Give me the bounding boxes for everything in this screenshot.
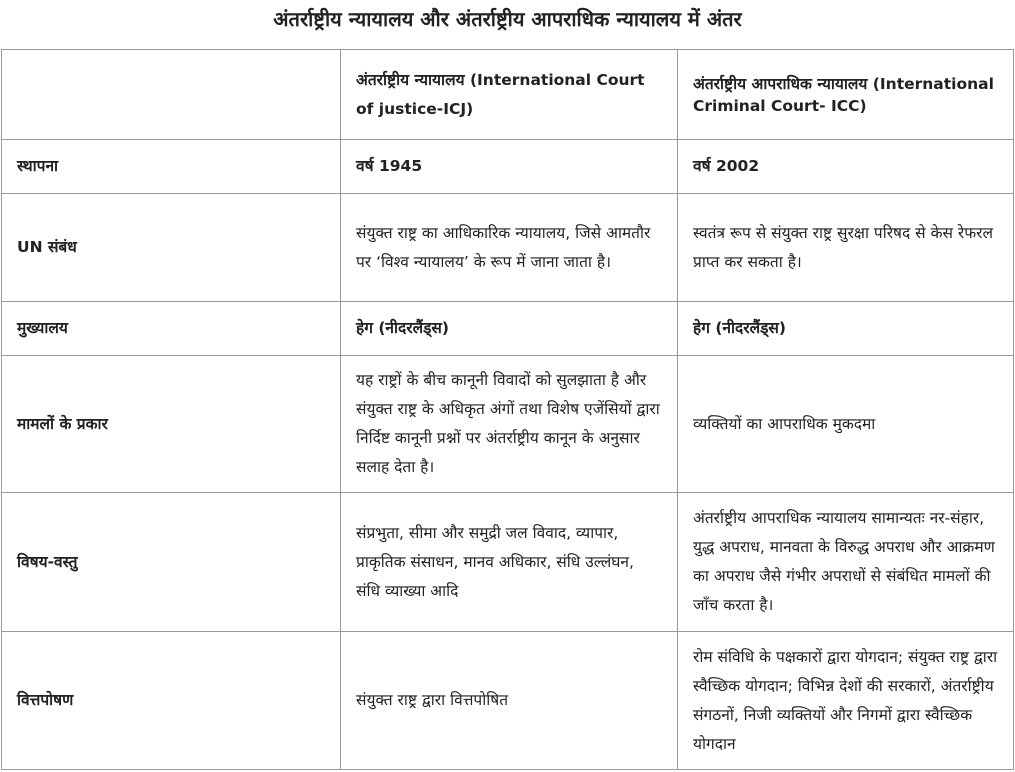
cell-icj: यह राष्ट्रों के बीच कानूनी विवादों को सुलझाता है और संयुक्त राष्ट्र के अधिकृत अंगों तथा विशेष एजेंसियों द्वारा निर्दिष्ट कानूनी प्रश्नों पर अंतर्राष्ट्रीय कानून के अनुसार सलाह देता है। <box>341 356 678 493</box>
table-row-case-types <box>2 356 1014 493</box>
table-row-establishment <box>2 140 1014 194</box>
cell-icj: संप्रभुता, सीमा और समुद्री जल विवाद, व्यापार, प्राकृतिक संसाधन, मानव अधिकार, संधि उल्लंघन, संधि व्याख्या आदि <box>341 493 678 632</box>
header-cell-icj: अंतर्राष्ट्रीय न्यायालय (International Court of justice-ICJ) <box>341 50 678 140</box>
cell-icc: हेग (नीदरलैंड्स) <box>678 302 1014 356</box>
row-label: मामलों के प्रकार <box>2 356 341 493</box>
table-row-funding <box>2 632 1014 770</box>
cell-icj: संयुक्त राष्ट्र का आधिकारिक न्यायालय, जिसे आमतौर पर ‘विश्व न्यायालय’ के रूप में जाना जाता है। <box>341 194 678 302</box>
row-label: मुख्यालय <box>2 302 341 356</box>
row-label: स्थापना <box>2 140 341 194</box>
cell-icc: स्वतंत्र रूप से संयुक्त राष्ट्र सुरक्षा परिषद से केस रेफरल प्राप्त कर सकता है। <box>678 194 1014 302</box>
cell-icj: वर्ष 1945 <box>341 140 678 194</box>
comparison-table <box>1 49 1014 770</box>
cell-icj: संयुक्त राष्ट्र द्वारा वित्तपोषित <box>341 632 678 770</box>
cell-icc: रोम संविधि के पक्षकारों द्वारा योगदान; संयुक्त राष्ट्र द्वारा स्वैच्छिक योगदान; विभिन्न देशों की सरकारों, अंतर्राष्ट्रीय संगठनों, निजी व्यक्तियों और निगमों द्वारा स्वैच्छिक योगदान <box>678 632 1014 770</box>
header-cell-blank <box>2 50 341 140</box>
table-row-un-relation <box>2 194 1014 302</box>
header-row <box>2 50 1014 140</box>
cell-icc: वर्ष 2002 <box>678 140 1014 194</box>
row-label: UN संबंध <box>2 194 341 302</box>
row-label: विषय-वस्तु <box>2 493 341 632</box>
header-cell-icc: अंतर्राष्ट्रीय आपराधिक न्यायालय (International Criminal Court- ICC) <box>678 50 1014 140</box>
cell-icc: अंतर्राष्ट्रीय आपराधिक न्यायालय सामान्यतः नर-संहार, युद्ध अपराध, मानवता के विरुद्ध अपराध और आक्रमण का अपराध जैसे गंभीर अपराधों से संबंधित मामलों की जाँच करता है। <box>678 493 1014 632</box>
page-title: अंतर्राष्ट्रीय न्यायालय और अंतर्राष्ट्रीय आपराधिक न्यायालय में अंतर <box>273 7 742 31</box>
row-label: वित्तपोषण <box>2 632 341 770</box>
table-row-headquarters <box>2 302 1014 356</box>
cell-icc: व्यक्तियों का आपराधिक मुकदमा <box>678 356 1014 493</box>
table-row-subject-matter <box>2 493 1014 632</box>
cell-icj: हेग (नीदरलैंड्स) <box>341 302 678 356</box>
